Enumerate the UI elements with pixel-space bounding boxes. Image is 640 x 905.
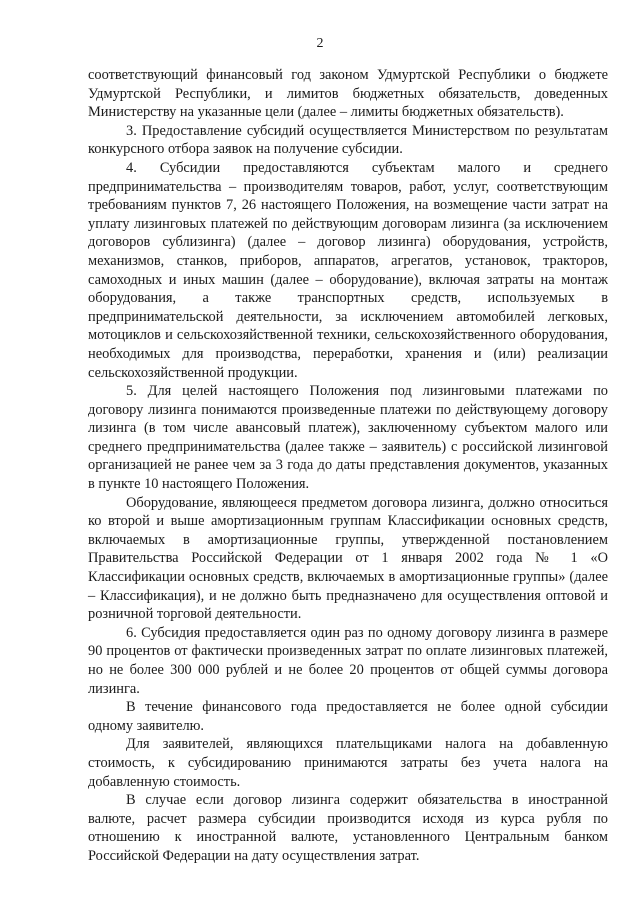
paragraph-clause-6: 6. Субсидия предоставляется один раз по одному договору лизинга в размере 90 процентов от фактически произведенных затрат по оплате лизинговых платежей, но не более 300 000 рублей и не более 20 процентов от общей суммы договора лизинга. [88,624,608,697]
paragraph-clause-5: 5. Для целей настоящего Положения под лизинговыми платежами по договору лизинга понимаются произведенные платежи по действующему договору лизинга (в том числе авансовый платеж), заключенному субъектом малого или среднего предпринимательства (далее также – заявитель) с российской лизинговой организацией не ранее чем за 3 года до даты представления документов, указанных в пункте 10 настоящего Положения. [88,383,608,493]
document-body [88,66,608,866]
paragraph-clause-4: 4. Субсидии предоставляются субъектам малого и среднего предпринимательства – производителям товаров, работ, услуг, соответствующим требованиям пунктов 7, 26 настоящего Положения, на возмещение части затрат на уплату лизинговых платежей по действующим договорам лизинга (за исключением договоров сублизинга) (далее – договор лизинга) оборудования, устройств, механизмов, станков, приборов, аппаратов, агрегатов, установок, тракторов, самоходных и иных машин (далее – оборудование), включая затраты на монтаж оборудования, а также транспортных средств, используемых в предпринимательской деятельности, за исключением автомобилей легковых, мотоциклов и сельскохозяйственной техники, сельскохозяйственного оборудования, необходимых для производства, переработки, хранения и (или) реализации сельскохозяйственной продукции. [88,159,608,381]
paragraph-one-subsidy: В течение финансового года предоставляется не более одной субсидии одному заявителю. [88,699,608,734]
paragraph-clause-3: 3. Предоставление субсидий осуществляется Министерством по результатам конкурсного отбора заявок на получение субсидии. [88,122,608,158]
paragraph-equipment: Оборудование, являющееся предметом договора лизинга, должно относиться ко второй и выше амортизационным группам Классификации основных средств, включаемых в амортизационные группы, утвержденной постановлением Правительства Российской Федерации от 1 января 2002 года № 1 «О Классификации основных средств, включаемых в амортизационные группы» (далее – Классификация), и не должно быть предназначено для осуществления оптовой и розничной торговой деятельности. [88,494,608,623]
paragraph-vat: Для заявителей, являющихся плательщиками налога на добавленную стоимость, к субсидированию принимаются затраты без учета налога на добавленную стоимость. [88,736,608,790]
page-number: 2 [316,36,324,51]
paragraph-foreign-currency: В случае если договор лизинга содержит обязательства в иностранной валюте, расчет размера субсидии производится исходя из курса рубля по отношению к иностранной валюте, установленного Центральным банком Российской Федерации на дату осуществления затрат. [88,792,608,864]
paragraph-continuation: соответствующий финансовый год законом Удмуртской Республики о бюджете Удмуртской Республики, и лимитов бюджетных обязательств, доведенных Министерству на указанные цели (далее – лимиты бюджетных обязательств). [88,67,608,121]
